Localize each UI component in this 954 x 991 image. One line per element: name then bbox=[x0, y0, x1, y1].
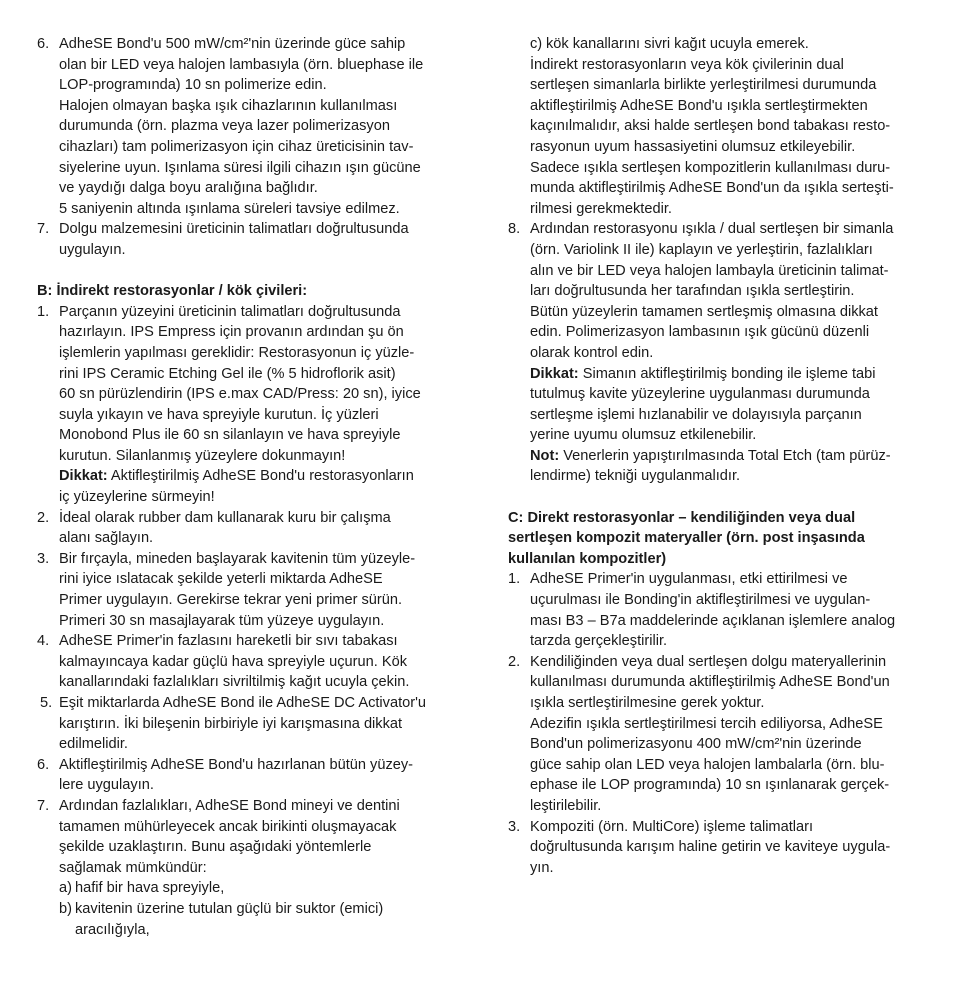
note-text-line: lendirme) tekniği uygulanmalıdır. bbox=[530, 468, 741, 485]
step-text-line: sertleşen simanlarla birlikte yerleştirilmesi durumunda bbox=[530, 77, 877, 94]
step-number: 6. bbox=[37, 756, 50, 773]
caution-text: Simanın aktifleştirilmiş bonding ile işleme tabi bbox=[578, 365, 876, 382]
step-b7 bbox=[37, 796, 457, 940]
step-text-line: 5 saniyenin altında ışınlama süreleri tavsiye edilmez. bbox=[59, 200, 400, 217]
step-text-line: Kendiliğinden veya dual sertleşen dolgu materyallerinin bbox=[530, 653, 887, 670]
step-text-line: AdheSE Bond'u 500 mW/cm²'nin üzerinde güce sahip bbox=[59, 36, 406, 52]
step-text-line: AdheSE Primer'in uygulanması, etki ettirilmesi ve bbox=[530, 571, 848, 588]
step-text-line: leştirilebilir. bbox=[530, 797, 602, 814]
step-text-line: durumunda (örn. plazma veya lazer polimerizasyon bbox=[59, 118, 390, 135]
step-b4 bbox=[37, 631, 457, 693]
step-b3 bbox=[37, 549, 457, 631]
step-text-line: Eşit miktarlarda AdheSE Bond ile AdheSE DC Activator'u bbox=[59, 695, 427, 711]
step-text-line: işlemlerin yapılması gereklidir: Restorasyonun iç yüzle- bbox=[59, 344, 415, 361]
spacer bbox=[508, 487, 928, 508]
step-number: 7. bbox=[37, 797, 50, 814]
step-c1 bbox=[508, 569, 928, 651]
step-text-line: İdeal olarak rubber dam kullanarak kuru bir çalışma bbox=[59, 509, 391, 526]
right-column bbox=[508, 34, 928, 878]
step-text-line: rilmesi gerekmektedir. bbox=[530, 200, 672, 217]
sub-item-text: kök kanallarını sivri kağıt ucuyla emerek. bbox=[546, 36, 809, 52]
step-number: 1. bbox=[508, 571, 521, 588]
step-text-line: Bütün yüzeylerin tamamen sertleşmiş olmasına dikkat bbox=[530, 303, 878, 320]
step-b2 bbox=[37, 508, 457, 549]
step-text-line: kaçınılmalıdır, aksi halde sertleşen bond tabakası resto- bbox=[530, 118, 891, 135]
step-text-line: Sadece ışıkla sertleşen kompozitlerin kullanılması duru- bbox=[530, 159, 891, 176]
step-text-line: AdheSE Primer'in fazlasını hareketli bir sıvı tabakası bbox=[59, 633, 398, 650]
section-c-heading: sertleşen kompozit materyaller (örn. post inşasında bbox=[508, 530, 865, 547]
step-text-line: ması B3 – B7a maddelerinde açıklanan işlemlere analog bbox=[530, 612, 896, 629]
section-c-heading: kullanılan kompozitler) bbox=[508, 550, 667, 567]
step-text-line: Ardından restorasyonu ışıkla / dual sertleşen bir simanla bbox=[530, 221, 894, 238]
step-text-line: rini IPS Ceramic Etching Gel ile (% 5 hidroflorik asit) bbox=[59, 365, 396, 382]
step-b7-continued bbox=[508, 34, 928, 219]
step-number: 2. bbox=[508, 653, 521, 670]
step-text-line: Halojen olmayan başka ışık cihazlarının kullanılması bbox=[59, 97, 398, 114]
step-text-line: Primeri 30 sn masajlayarak tüm yüzeye uygulayın. bbox=[59, 612, 385, 629]
step-number: 7. bbox=[37, 221, 50, 238]
spacer bbox=[37, 261, 457, 282]
step-text-line: siyelerine uyun. Işınlama süresi ilgili cihazın ışın gücüne bbox=[59, 159, 421, 176]
step-text-line: hazırlayın. IPS Empress için provanın ardından şu ön bbox=[59, 324, 404, 341]
step-text-line: ephase ile LOP programında) 10 sn ışınlanarak gerçek- bbox=[530, 777, 890, 794]
step-text-line: Monobond Plus ile 60 sn silanlayın ve hava spreyiyle bbox=[59, 427, 401, 444]
section-c-heading: C: Direkt restorasyonlar – kendiliğinden veya dual bbox=[508, 509, 856, 526]
step-text-line: yın. bbox=[530, 859, 554, 876]
sub-item-label: c) bbox=[530, 36, 543, 52]
step-text-line: güce sahip olan LED veya halojen lambalarla (örn. blu- bbox=[530, 756, 885, 773]
step-text-line: Dolgu malzemesini üreticinin talimatları doğrultusunda bbox=[59, 221, 409, 238]
step-text-line: Adezifin ışıkla sertleştirilmesi tercih ediliyorsa, AdheSE bbox=[530, 715, 883, 732]
sub-item-text: hafif bir hava spreyiyle, bbox=[75, 880, 225, 897]
step-text-line: kanallarındaki fazlalıkları sivriltilmiş kağıt ucuyla çekin. bbox=[59, 674, 410, 691]
section-b-heading: B: İndirekt restorasyonlar / kök çivileri: bbox=[37, 283, 308, 300]
sub-item-text: aracılığıyla, bbox=[75, 921, 150, 938]
sub-item-label: b) bbox=[59, 900, 72, 917]
step-number: 1. bbox=[37, 303, 50, 320]
step-text-line: tamamen mühürleyecek ancak birikinti oluşmayacak bbox=[59, 818, 397, 835]
step-text-line: ve yaydığı dalga boyu aralığına bağlıdır. bbox=[59, 180, 318, 197]
step-text-line: Bir fırçayla, mineden başlayarak kavitenin tüm yüzeyle- bbox=[59, 550, 416, 567]
step-text-line: doğrultusunda karışım haline getirin ve kaviteye uygula- bbox=[530, 839, 891, 856]
step-text-line: aktifleştirilmiş AdheSE Bond'u ışıkla sertleştirmekten bbox=[530, 97, 868, 114]
step-text-line: kalmayıncaya kadar güçlü hava spreyiyle uçurun. Kök bbox=[59, 653, 407, 670]
caution-note bbox=[59, 466, 457, 487]
step-text-line: (örn. Variolink II ile) kaplayın ve yerleştirin, fazlalıkları bbox=[530, 241, 873, 258]
step-text-line: Parçanın yüzeyini üreticinin talimatları doğrultusunda bbox=[59, 303, 401, 320]
step-text-line: ışıkla sertleştirilmesine gerek yoktur. bbox=[530, 695, 765, 711]
step-text-line: sağlamak mümkündür: bbox=[59, 859, 207, 876]
sub-item-text: kavitenin üzerine tutulan güçlü bir suktor (emici) bbox=[75, 900, 384, 917]
step-a7 bbox=[37, 219, 457, 260]
step-text-line: suyla yıkayın ve hava spreyiyle kurutun. İç yüzleri bbox=[59, 406, 379, 423]
step-b1 bbox=[37, 302, 457, 508]
step-text-line: cihazları) tam polimerizasyon için cihaz üreticisinin tav- bbox=[59, 138, 414, 155]
step-text-line: alın ve bir LED veya halojen lambayla üreticinin talimat- bbox=[530, 262, 889, 279]
step-text-line: Kompoziti (örn. MultiCore) işleme talimatları bbox=[530, 818, 814, 835]
step-text-line: kullanılması durumunda aktifleştirilmiş AdheSE Bond'un bbox=[530, 674, 890, 691]
step-text-line: uçurulması ile Bonding'in aktifleştirilmesi ve uygulan- bbox=[530, 592, 871, 609]
caution-label: Dikkat: bbox=[59, 468, 108, 485]
sub-item-b bbox=[59, 899, 457, 940]
caution-label: Dikkat: bbox=[530, 365, 579, 382]
step-a6 bbox=[37, 34, 457, 219]
step-b8 bbox=[508, 219, 928, 487]
step-number: 6. bbox=[37, 36, 50, 52]
sub-item-label: a) bbox=[59, 880, 72, 897]
caution-text-line: iç yüzeylerine sürmeyin! bbox=[59, 489, 215, 506]
caution-text-line: tutulmuş kavite yüzeylerine uygulanması durumunda bbox=[530, 386, 870, 403]
step-c2 bbox=[508, 652, 928, 817]
step-text-line: İndirekt restorasyonların veya kök çivilerinin dual bbox=[530, 56, 844, 73]
step-text-line: edilmelidir. bbox=[59, 736, 128, 753]
step-number: 2. bbox=[37, 509, 50, 526]
step-text-line: lere uygulayın. bbox=[59, 777, 154, 794]
step-b5 bbox=[37, 693, 457, 755]
step-text-line: alanı sağlayın. bbox=[59, 530, 154, 547]
note bbox=[530, 446, 928, 467]
step-number: 8. bbox=[508, 221, 521, 238]
step-text-line: LOP-programında) 10 sn polimerize edin. bbox=[59, 77, 327, 94]
step-text-line: Ardından fazlalıkları, AdheSE Bond mineyi ve dentini bbox=[59, 797, 400, 814]
step-text-line: uygulayın. bbox=[59, 241, 126, 258]
step-text-line: edin. Polimerizasyon lambasının ışık gücünü düzenli bbox=[530, 324, 870, 341]
step-number: 4. bbox=[37, 633, 50, 650]
step-text-line: Primer uygulayın. Gerekirse tekrar yeni primer sürün. bbox=[59, 592, 403, 609]
step-number: 5. bbox=[40, 695, 53, 711]
step-text-line: olan bir LED veya halojen lambasıyla (örn. bluephase ile bbox=[59, 56, 424, 73]
step-text-line: Aktifleştirilmiş AdheSE Bond'u hazırlanan bütün yüzey- bbox=[59, 756, 414, 773]
step-b6 bbox=[37, 755, 457, 796]
step-text-line: rini iyice ıslatacak şekilde yeterli miktarda AdheSE bbox=[59, 571, 383, 588]
step-text-line: şekilde uzaklaştırın. Bunu aşağıdaki yöntemlerle bbox=[59, 839, 372, 856]
step-text-line: karıştırın. İki bileşenin birbiriyle iyi karışmasına dikkat bbox=[59, 715, 403, 732]
step-text-line: Bond'un polimerizasyonu 400 mW/cm²'nin üzerinde bbox=[530, 736, 862, 753]
sub-item-a bbox=[59, 878, 457, 899]
caution-text-line: yerine uyumu olumsuz etkilenebilir. bbox=[530, 427, 757, 444]
caution-text: Aktifleştirilmiş AdheSE Bond'u restorasyonların bbox=[107, 468, 414, 485]
step-text-line: tarzda gerçekleştirilir. bbox=[530, 633, 668, 650]
caution-text-line: sertleşme işlemi hızlanabilir ve dolayısıyla parçanın bbox=[530, 406, 862, 423]
left-column bbox=[37, 34, 457, 940]
step-text-line: olarak kontrol edin. bbox=[530, 344, 654, 361]
step-text-line: kurutun. Silanlanmış yüzeylere dokunmayın! bbox=[59, 447, 346, 464]
step-text-line: munda aktifleştirilmiş AdheSE Bond'un da ışıkla serteşti- bbox=[530, 180, 894, 197]
sub-item-c bbox=[530, 34, 928, 55]
step-text-line: 60 sn pürüzlendirin (IPS e.max CAD/Press: 20 sn), iyice bbox=[59, 386, 421, 403]
note-text: Venerlerin yapıştırılmasında Total Etch (tam pürüz- bbox=[559, 447, 891, 464]
step-text-line: ları doğrultusunda her tarafından ışıkla sertleştirin. bbox=[530, 283, 855, 300]
step-number: 3. bbox=[508, 818, 521, 835]
caution-note bbox=[530, 364, 928, 385]
step-number: 3. bbox=[37, 550, 50, 567]
step-text-line: rasyonun uyum hassasiyetini olumsuz etkileyebilir. bbox=[530, 138, 856, 155]
step-c3 bbox=[508, 817, 928, 879]
note-label: Not: bbox=[530, 447, 560, 464]
